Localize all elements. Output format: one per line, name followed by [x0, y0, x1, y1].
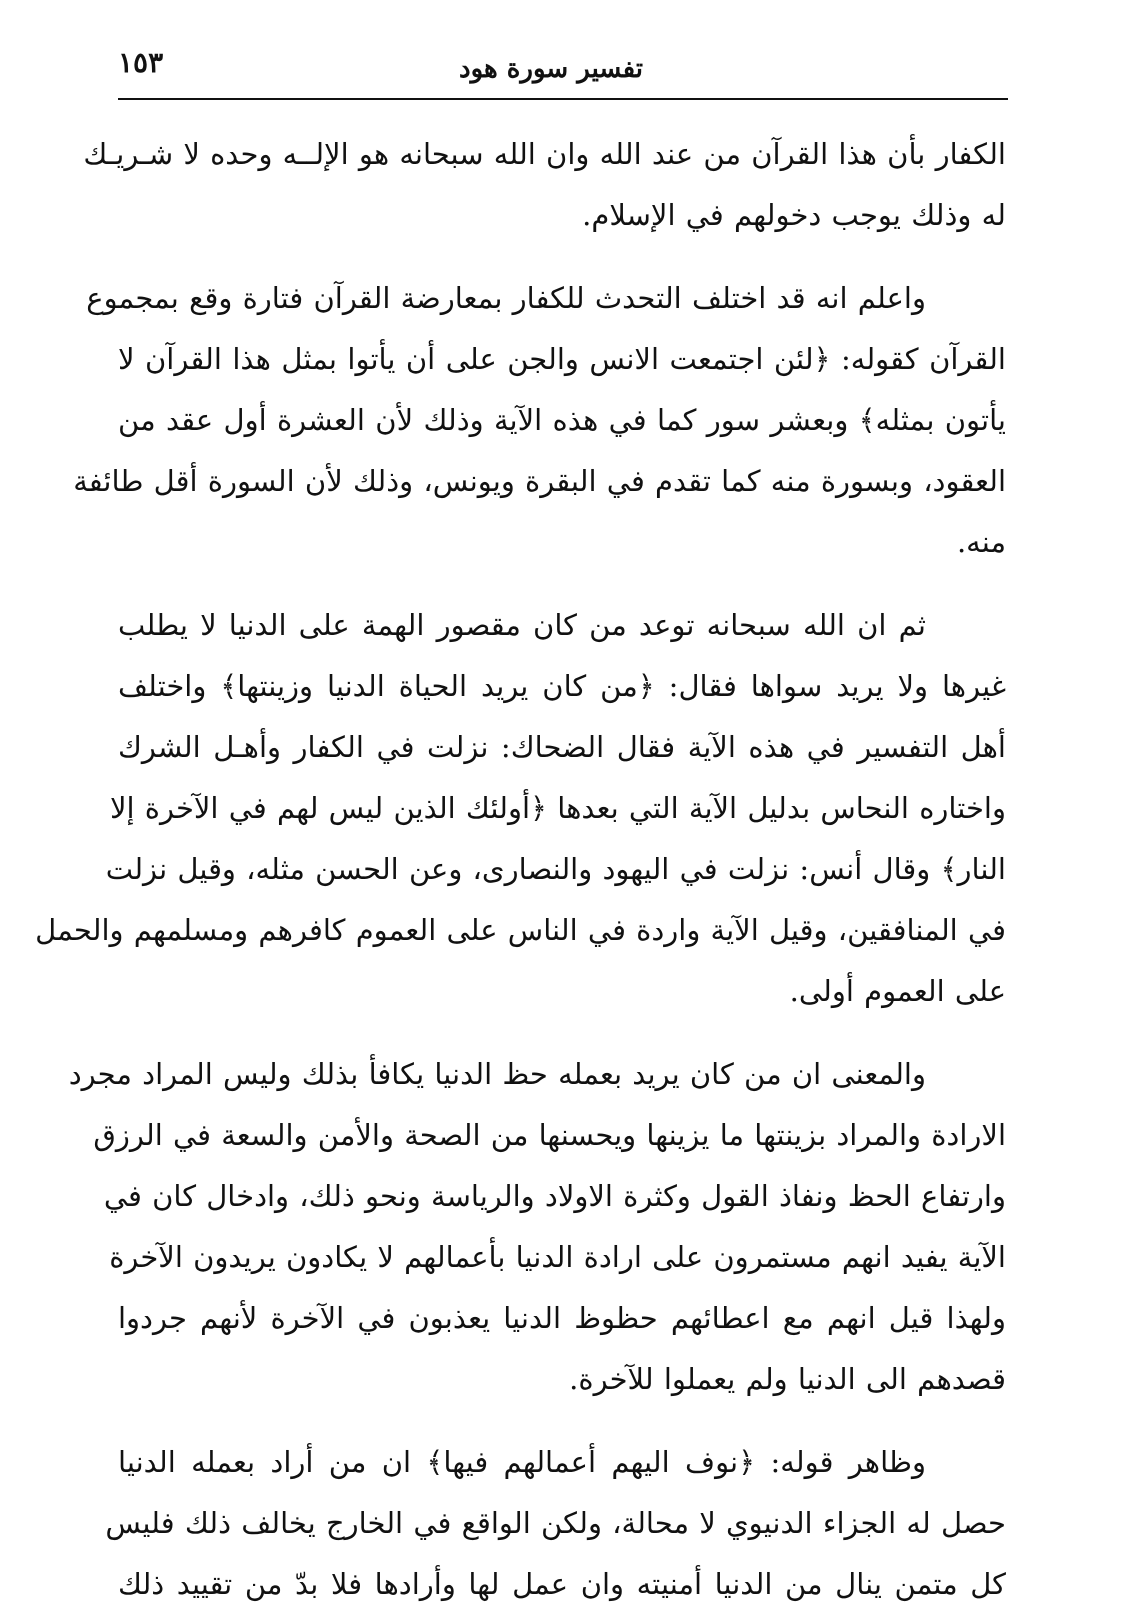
- text-line: كل متمن ينال من الدنيا أمنيته وان عمل لها وأرادها فلا بدّ من تقييد ذلك: [118, 1567, 1006, 1601]
- paragraph-2: [73, 268, 1006, 573]
- text-line: أهل التفسير في هذه الآية فقال الضحاك: نزلت في الكفار وأهـل الشرك: [118, 730, 1006, 764]
- text-line: العقود، وبسورة منه كما تقدم في البقرة ويونس، وذلك لأن السورة أقل طائفة: [73, 464, 1006, 498]
- text-line: منه.: [956, 525, 1006, 559]
- text-line: على العموم أولى.: [789, 974, 1006, 1008]
- text-line: وارتفاع الحظ ونفاذ القول وكثرة الاولاد والرياسة ونحو ذلك، وادخال كان في: [103, 1179, 1006, 1213]
- text-line: واختاره النحاس بدليل الآية التي بعدها ﴿أولئك الذين ليس لهم في الآخرة إلا: [109, 791, 1006, 825]
- text-line: ثم ان الله سبحانه توعد من كان مقصور الهمة على الدنيا لا يطلب: [118, 608, 926, 642]
- header-rule: [118, 98, 1008, 100]
- text-line: وظاهر قوله: ﴿نوف اليهم أعمالهم فيها﴾ ان من أراد بعمله الدنيا: [118, 1445, 926, 1479]
- chapter-title: تفسير سورة هود: [459, 54, 643, 84]
- text-line: القرآن كقوله: ﴿لئن اجتمعت الانس والجن على أن يأتوا بمثل هذا القرآن لا: [118, 342, 1006, 376]
- text-line: قصدهم الى الدنيا ولم يعملوا للآخرة.: [569, 1362, 1006, 1396]
- paragraph-1: [83, 124, 1006, 246]
- body-text: [35, 124, 1006, 1615]
- paragraph-5: [105, 1432, 1006, 1615]
- text-line: الكفار بأن هذا القرآن من عند الله وان الله سبحانه هو الإلــه وحده لا شـريـك: [83, 137, 1006, 171]
- text-line: حصل له الجزاء الدنيوي لا محالة، ولكن الواقع في الخارج يخالف ذلك فليس: [105, 1506, 1006, 1540]
- text-line: الارادة والمراد بزينتها ما يزينها ويحسنها من الصحة والأمن والسعة في الرزق: [93, 1118, 1006, 1152]
- text-line: النار﴾ وقال أنس: نزلت في اليهود والنصارى، وعن الحسن مثله، وقيل نزلت: [105, 852, 1006, 886]
- text-line: له وذلك يوجب دخولهم في الإسلام.: [582, 198, 1006, 232]
- paragraph-4: [68, 1044, 1006, 1410]
- text-line: والمعنى ان من كان يريد بعمله حظ الدنيا يكافأ بذلك وليس المراد مجرد: [68, 1057, 926, 1091]
- page-number: ١٥٣: [118, 46, 164, 79]
- text-line: يأتون بمثله﴾ وبعشر سور كما في هذه الآية وذلك لأن العشرة أول عقد من: [118, 403, 1006, 437]
- text-line: واعلم انه قد اختلف التحدث للكفار بمعارضة القرآن فتارة وقع بمجموع: [86, 281, 926, 315]
- paragraph-3: [35, 595, 1006, 1022]
- text-line: في المنافقين، وقيل الآية واردة في الناس على العموم كافرهم ومسلمهم والحمل: [35, 913, 1006, 947]
- text-line: الآية يفيد انهم مستمرون على ارادة الدنيا بأعمالهم لا يكادون يريدون الآخرة: [109, 1240, 1006, 1274]
- running-header: [118, 40, 1008, 94]
- text-line: غيرها ولا يريد سواها فقال: ﴿من كان يريد الحياة الدنيا وزينتها﴾ واختلف: [118, 669, 1006, 703]
- text-line: ولهذا قيل انهم مع اعطائهم حظوظ الدنيا يعذبون في الآخرة لأنهم جردوا: [118, 1301, 1006, 1335]
